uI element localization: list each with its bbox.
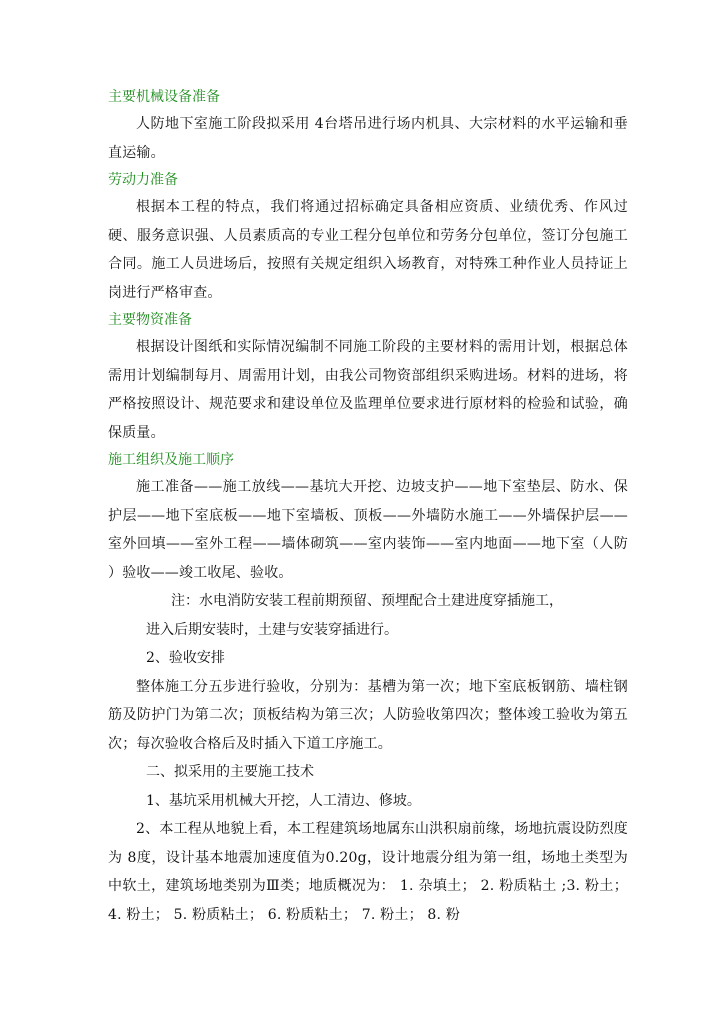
paragraph-sequence: 施工准备——施工放线——基坑大开挖、边坡支护——地下室垫层、防水、保护层——地下室底板——地下室墙板、顶板——外墙防水施工——外墙保护层——室外回填——室外工程——墙体砌筑——室内装饰——室内地面——地下室（人防 ）验收——竣工收尾、验收。 — [108, 479, 628, 581]
paragraph-materials: 根据设计图纸和实际情况编制不同施工阶段的主要材料的需用计划，根据总体需用计划编制每月、周需用计划，由我公司物资部组织采购进场。材料的进场，将严格按照设计、规范要求和建设单位及监理单位要求进行原材料的检验和试验，确保质量。 — [108, 339, 628, 441]
item-excavation: 1、基坑采用机械大开挖，人工清边、修坡。 — [146, 792, 421, 809]
heading-labor: 劳动力准备 — [108, 172, 178, 188]
item-acceptance-title: 2、验收安排 — [146, 650, 225, 666]
heading-sequence: 施工组织及施工顺序 — [108, 452, 234, 468]
heading-materials: 主要物资准备 — [108, 312, 192, 328]
section-two-title: 二、拟采用的主要施工技术 — [146, 764, 314, 780]
paragraph-geology: 2、本工程从地貌上看，本工程建筑场地属东山洪积扇前缘，场地抗震设防烈度为 8度，设计基本地震加速度值为0.20g，设计地震分组为第一组，场地土类型为中软土，建筑场地类别为Ⅲ类；地质概况为： 1. 杂填土； 2. 粉质粘土 ;3. 粉土； 4. 粉土； 5. 粉质粘土； 6. 粉质粘土； 7. 粉土； 8. 粉 — [108, 821, 628, 923]
note-line-2: 进入后期安装时，土建与安装穿插进行。 — [146, 621, 398, 638]
paragraph-acceptance: 整体施工分五步进行验收，分别为：基槽为第一次；地下室底板钢筋、墙柱钢筋及防护门为第二次；顶板结构为第三次；人防验收第四次；整体竣工验收为第五次；每次验收合格后及时插入下道工序施工。 — [108, 678, 628, 752]
note-line-1: 注：水电消防安装工程前期预留、预埋配合土建进度穿插施工， — [171, 593, 563, 609]
document-body — [108, 84, 628, 929]
paragraph-machinery: 人防地下室施工阶段拟采用 4台塔吊进行场内机具、大宗材料的水平运输和垂直运输。 — [108, 116, 628, 161]
heading-machinery: 主要机械设备准备 — [108, 89, 220, 105]
paragraph-labor: 根据本工程的特点，我们将通过招标确定具备相应资质、业绩优秀、作风过硬、服务意识强、人员素质高的专业工程分包单位和劳务分包单位，签订分包施工合同。施工人员进场后，按照有关规定组织入场教育，对特殊工种作业人员持证上岗进行严格审查。 — [108, 199, 628, 301]
